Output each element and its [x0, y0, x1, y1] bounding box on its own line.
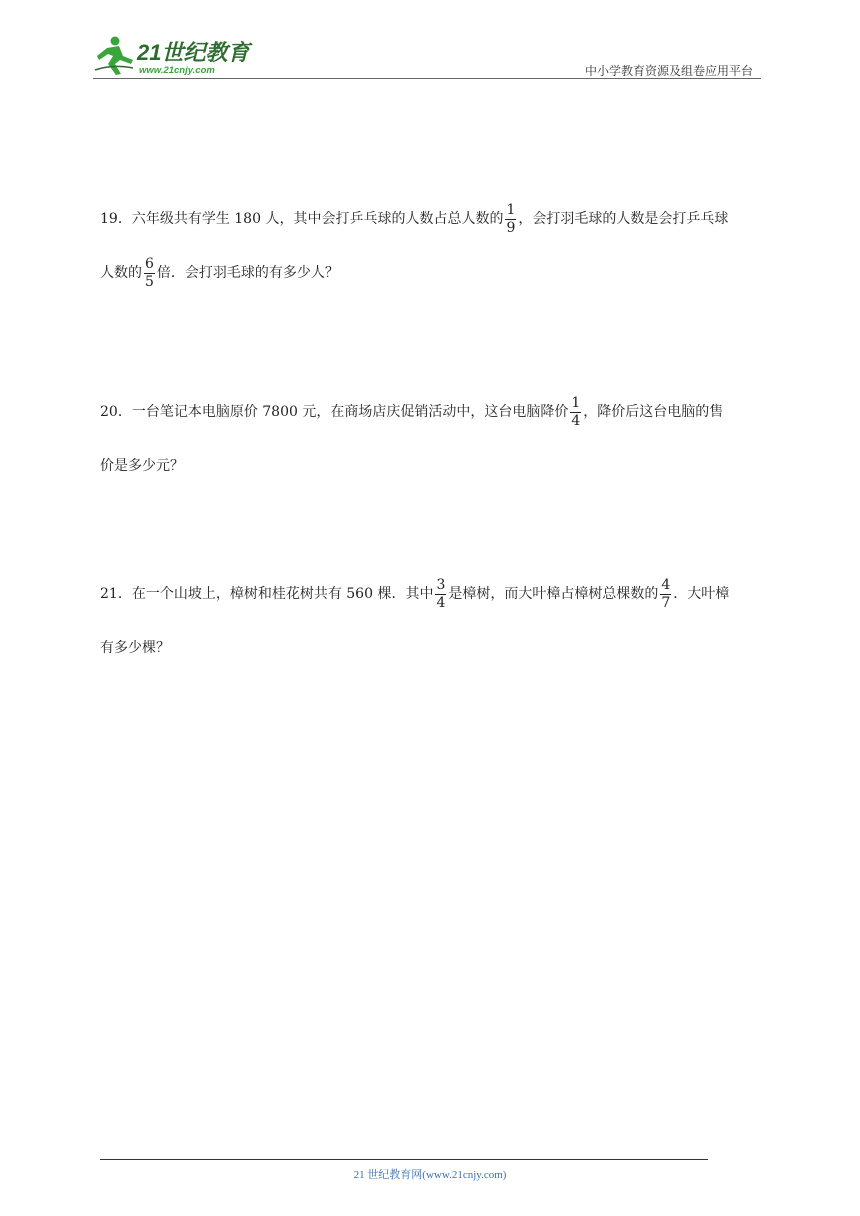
question-text: 有多少棵？ — [100, 640, 170, 656]
question-21 — [100, 571, 760, 671]
fraction-numerator: 1 — [506, 201, 516, 218]
fraction-denominator: 5 — [145, 273, 154, 290]
header-divider — [93, 78, 761, 79]
question-number: 21． — [100, 586, 132, 602]
fraction-denominator: 4 — [571, 412, 581, 429]
question-line — [100, 443, 760, 489]
question-text: 倍．会打羽毛球的有多少人？ — [156, 265, 339, 281]
svg-text:www.21cnjy.com: www.21cnjy.com — [139, 65, 215, 76]
page-header — [93, 30, 761, 80]
question-text: 六年级共有学生 180 人，其中会打乒乓球的人数占总人数的 — [131, 211, 504, 227]
question-number: 20． — [100, 404, 132, 420]
runner-icon — [95, 37, 133, 76]
question-19 — [100, 196, 760, 296]
footer-link[interactable]: 21 世纪教育网(www.21cnjy.com) — [353, 1169, 507, 1181]
fraction-numerator: 6 — [145, 255, 154, 272]
fraction-numerator: 4 — [661, 576, 671, 593]
question-text: 一台笔记本电脑原价 7800 元，在商场店庆促销活动中，这台电脑降价 — [131, 404, 569, 420]
question-text: 人数的 — [100, 265, 142, 281]
fraction-numerator: 1 — [571, 394, 581, 411]
question-text: ，降价后这台电脑的售 — [583, 404, 724, 420]
question-text: ．大叶樟 — [673, 586, 730, 602]
fraction-numerator: 3 — [436, 576, 446, 593]
question-line — [100, 571, 760, 617]
question-line — [100, 250, 760, 296]
fraction — [505, 202, 516, 237]
footer-divider — [100, 1159, 708, 1160]
question-20 — [100, 389, 760, 489]
question-number: 19． — [100, 211, 132, 227]
svg-text:21世纪教育: 21世纪教育 — [137, 40, 250, 65]
fraction — [570, 395, 581, 430]
header-slogan: 中小学教育资源及组卷应用平台 — [584, 64, 753, 78]
question-text: ，会打羽毛球的人数是会打乒乓球 — [518, 211, 729, 227]
fraction-denominator: 4 — [436, 594, 446, 611]
question-line — [100, 625, 760, 671]
question-line — [100, 389, 760, 435]
fraction — [144, 256, 155, 291]
question-line — [100, 196, 760, 242]
fraction-denominator: 7 — [661, 594, 671, 611]
fraction — [435, 577, 446, 612]
fraction — [660, 577, 671, 612]
question-text: 在一个山坡上，樟树和桂花树共有 560 棵．其中 — [131, 586, 434, 602]
question-text: 是樟树，而大叶樟占樟树总棵数的 — [448, 586, 659, 602]
fraction-denominator: 9 — [506, 219, 516, 236]
site-logo — [93, 34, 268, 76]
question-text: 价是多少元？ — [100, 458, 184, 474]
